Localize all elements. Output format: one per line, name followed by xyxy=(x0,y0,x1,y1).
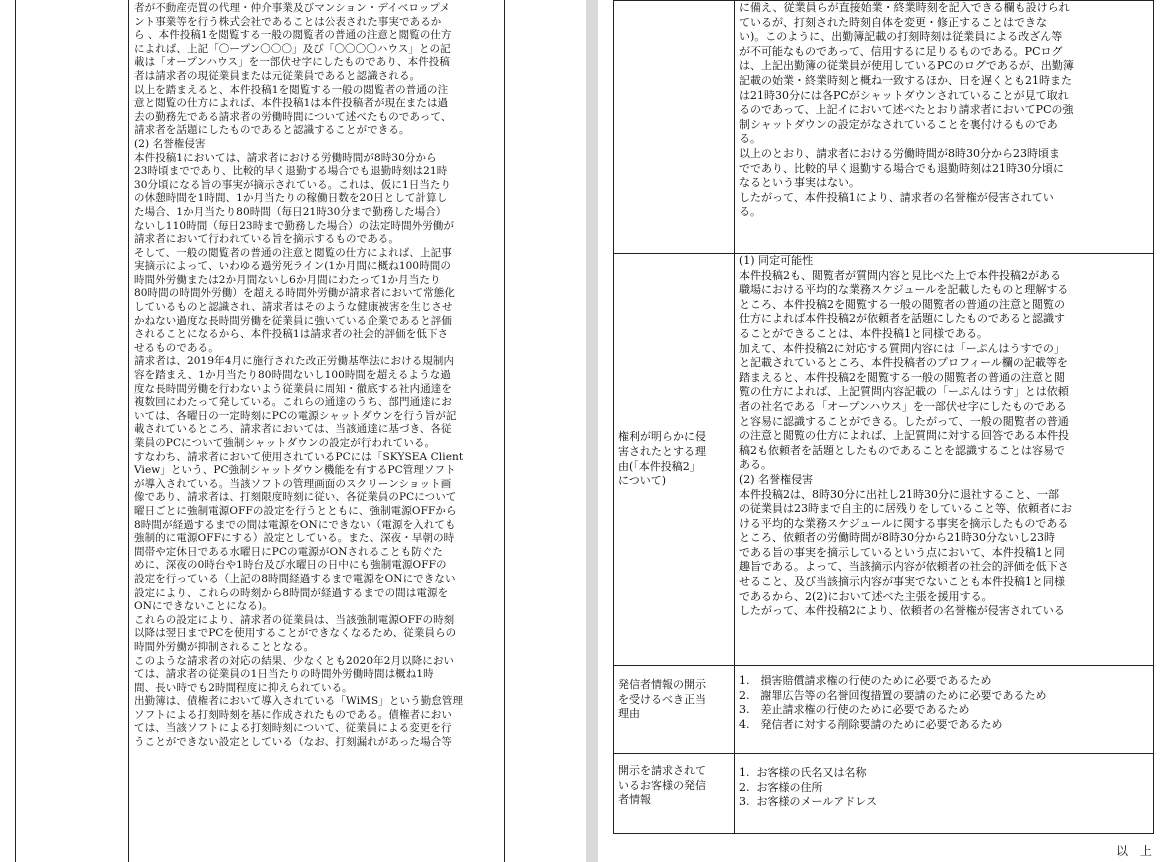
requested-info-list: 1. お客様の氏名又は名称 2. お客様の住所 3. お客様のメールアドレス xyxy=(735,754,1154,834)
empty-label-cell xyxy=(614,1,735,254)
left-label-column xyxy=(15,0,129,862)
reason2-label-text: 権利が明らかに侵 害されたとする理 由(「本件投稿2」 について) xyxy=(618,430,706,488)
table-row-continued xyxy=(614,1,1154,254)
right-document-page xyxy=(598,0,1172,862)
table-row-reason2 xyxy=(614,254,1154,666)
continued-text-cell: に備え、従業員らが直接始業・終業時刻を記入できる欄も設けられ ているが、打刻された時刻自体を変更・修正することはできな い)。このように、出勤簿記載の打刻時刻は従業員による改ざん等 が不可能なものであって、信用するに足りるものである。PCログ は、上記出勤簿の従業員が使用しているPCのログであるが、出勤簿 記載の始業・終業時刻と概ね一致するほか、日を遅くとも21時また は21時30分には各PCがシャットダウンされていることが見て取れ るのであって、上記イにおいて述べたとおり請求者においてPCの強 制シャットダウンの設定がなされていることを裏付けるものであ る。 以上のとおり、請求者における労働時間が8時30分から23時頃ま でであり、比較的早く退勤する場合でも退勤時刻は21時30分頃に なるという事実はない。 したがって、本件投稿1により、請求者の名誉権が侵害されてい る。 xyxy=(735,1,1154,254)
info-label: 開示を請求されて いるお客様の発信 者情報 xyxy=(614,754,735,834)
disclosure-label: 発信者情報の開示 を受けるべき正当 理由 xyxy=(614,666,735,754)
reason2-text-cell: (1) 同定可能性 本件投稿2も、閲覧者が質問内容と見比べた上で本件投稿2がある 職場における平均的な業務スケジュールを記載したものと理解する ところ、本件投稿2を閲覧する一般の閲覧者の普通の注意と閲覧の 仕方によれば本件投稿2が依頼者を話題にしたものであると認識す ることができることは、本件投稿1と同様である。 加えて、本件投稿2に対応する質問内容には「ーぷんはうすでの」 と記載されているところ、本件投稿者のプロフィール欄の記載等を 踏まえると、本件投稿2を閲覧する一般の閲覧者の普通の注意と閲 覧の仕方によれば、上記質問内容記載の「ーぷんはうす」とは依頼 者の社名である「オープンハウス」を一部伏せ字にしたものである と容易に認識することができる。したがって、一般の閲覧者の普通 の注意と閲覧の仕方によれば、上記質問に対する回答である本件投 稿2も依頼者を話題としたものであることを認識することは容易で ある。 (2) 名誉権侵害 本件投稿2は、8時30分に出社し21時30分に退社すること、一部 の従業員は23時まで自主的に居残りをしていること等、依頼者にお ける平均的な業務スケジュールに関する事実を摘示したものである ところ、依頼者の労働時間が8時30分から21時30分ないし23時 である旨の事実を摘示しているという点において、本件投稿1と同 趣旨である。よって、当該摘示内容が依頼者の社会的評価を低下さ せること、及び当該摘示内容が事実でないことも本件投稿1と同様 であるから、2(2)において述べた主張を援用する。 したがって、本件投稿2により、依頼者の名誉権が侵害されている xyxy=(735,254,1154,666)
claim-table xyxy=(613,0,1154,834)
left-body-text: 者が不動産売買の代理・仲介事業及びマンション・デイベロップメ ント事業等を行う株式会社であることは公表された事実であるか ら 、本件投稿1を閲覧する一般の閲覧者の普通の注意と閲覧の仕方 によれば、上記「〇ープン〇〇〇」及び「〇〇〇〇ハウス」との記 載は「オープンハウス」を一部伏せ字にしたものであり、本件投稿 者は請求者の現従業員または元従業員であると認識される。 以上を踏まえると、本件投稿1を閲覧する一般の閲覧者の普通の注 意と閲覧の仕方によれば、本件投稿1は本件投稿者が現在または過 去の勤務先である請求者の労働時間について述べたものであって、 請求者を話題にしたものであると認識することができる。 (2) 名誉権侵害 本件投稿1においては、請求者における労働時間が8時30分から 23時頃までであり、比較的早く退勤する場合でも退勤時刻は21時 30分頃になる旨の事実が摘示されている。これは、仮に1日当たり の休憩時間を1時間、1か月当たりの稼働日数を20日として計算し た場合、1か月当たり80時間（毎日21時30分まで勤務した場合） ないし110時間（毎日23時まで勤務した場合）の法定時間外労働が 請求者において行われている旨を摘示するものである。 そして、一般の閲覧者の普通の注意と閲覧の仕方によれば、上記事 実摘示によって、いわゆる過労死ライン(1か月間に概ね100時間の 時間外労働または2か月間ないし6か月間にわたって1か月当たり 80時間の時間外労働）を超える時間外労働が請求者において常態化 しているものと認識され、請求者はそのような健康被害を生じさせ かねない過度な長時間労働を従業員に強いている企業であると評価 されることになるから、本件投稿1は請求者の社会的評価を低下さ せるものである。 請求者は、2019年4月に施行された改正労働基準法における規制内 容を踏まえ、1か月当たり80時間ないし100時間を超えるような過 度な長時間労働を行わないよう従業員に周知・徹底する社内通達を 複数回にわたって発している。これらの通達のうち、部門通達にお いては、各曜日の一定時刻にPCの電源シャットダウンを行う旨が記 載されているところ、請求者においては、当該通達に基づき、各従 業員のPCについて強制シャットダウンの設定が行われている。 すなわち、請求者において使用されているPCには「SKYSEA Client View」という、PC強制シャットダウン機能を有するPC管理ソフト が導入されている。当該ソフトの管理画面のスクリーンショット画 像であり、請求者は、打刻限度時刻に従い、各従業員のPCについて 曜日ごとに強制電源OFFの設定を行うとともに、強制電源OFFから 8時間が経過するまでの間は電源をONにできない（電源を入れても 強制的に電源OFFにする）設定としている。また、深夜・早朝の時 間帯や定休日である水曜日にPCの電源がONされることも防ぐた めに、深夜の0時台や1時台及び水曜日の日中にも強制電源OFFの 設定を行っている（上記の8時間経過するまで電源をONにできない 設定により、これらの時刻から8時間が経過するまでの間は電源を ONにできないことになる)。 これらの設定により、請求者の従業員は、当該強制電源OFFの時刻 以降は翌日までPCを使用することができなくなるため、従業員らの 時間外労働が抑制されることとなる。 このような請求者の対応の結果、少なくとも2020年2月以降におい ては、請求者の従業員の1日当たりの時間外労働時間は概ね1時 間、長い時でも2時間程度に抑えられている。 出勤簿は、債権者において導入されている「WiMS」という勤怠管理 ソフトによる打刻時刻を基に作成されたものである。債権者におい ては、当該ソフトによる打刻時刻について、従業員による変更を行 うことができない設定としている（なお、打刻漏れがあった場合等 xyxy=(134,2,464,749)
table-row-info xyxy=(614,754,1154,834)
table-row-disclosure xyxy=(614,666,1154,754)
reason2-label xyxy=(614,254,735,666)
disclosure-reasons-list: 1. 損害賠償請求権の行使のために必要であるため 2. 謝罪広告等の名誉回復措置の要請のために必要であるため 3. 差止請求権の行使のために必要であるため 4. 発信者に対する削除要請のために必要であるため xyxy=(735,666,1154,754)
closing-mark: 以 上 xyxy=(1116,844,1156,858)
